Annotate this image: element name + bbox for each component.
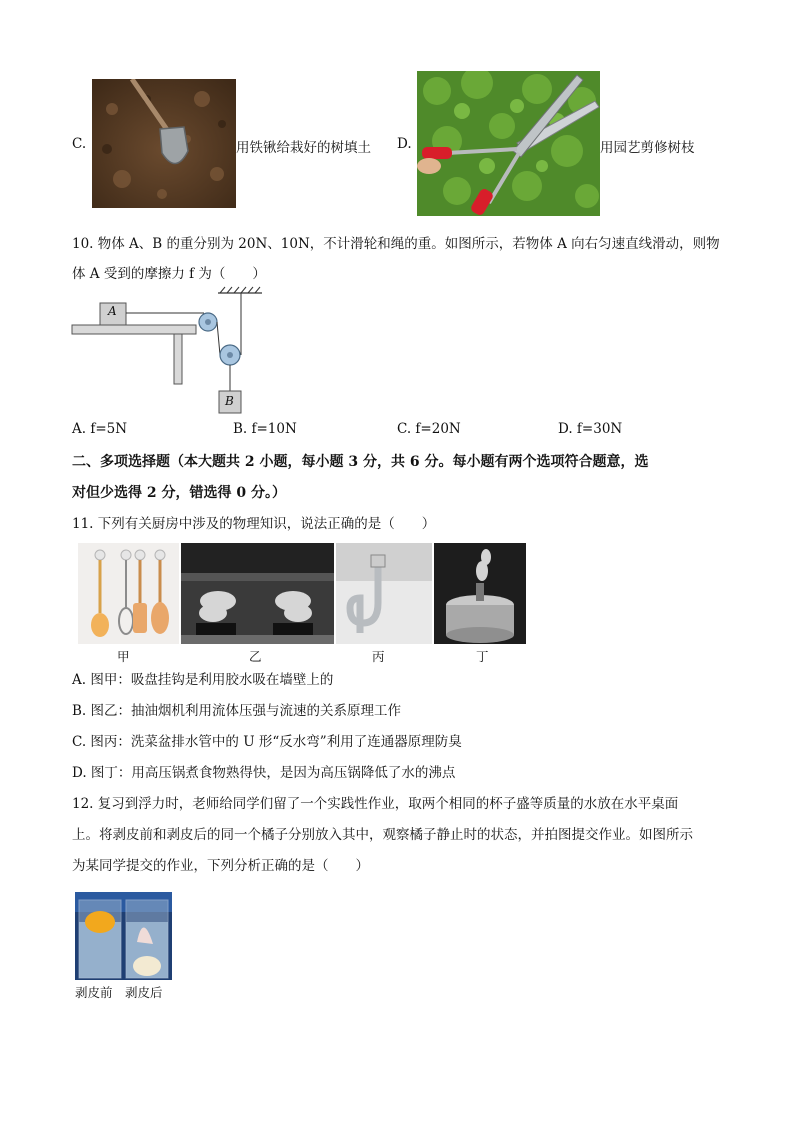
q10-stem-line1: 10. 物体 A、B 的重分别为 20N、10N，不计滑轮和绳的重。如图所示，若物体 A 向右匀速直线滑动，则物	[72, 236, 720, 252]
orange-floating-photo	[75, 892, 172, 980]
q10-option-a: A. f=5N	[72, 421, 128, 437]
section2-heading-line1: 二、多项选择题（本大题共 2 小题，每小题 3 分，共 6 分。每小题有两个选项符合题意，选	[72, 454, 649, 470]
pulley-diagram	[70, 285, 270, 415]
q10-stem-line2: 体 A 受到的摩擦力 f 为（ ）	[72, 266, 266, 282]
q12-photo-caption: 剥皮前 剥皮后	[75, 985, 163, 1000]
q11-option-c: C. 图丙：洗菜盆排水管中的 U 形“反水弯”利用了连通器原理防臭	[72, 734, 462, 750]
q10-option-b: B. f=10N	[233, 421, 297, 437]
q12-stem-line3: 为某同学提交的作业，下列分析正确的是（ ）	[72, 858, 369, 874]
option-d-letter: D.	[397, 136, 412, 152]
caption-jia: 甲	[117, 649, 130, 664]
kitchen-photo-strip	[78, 543, 526, 644]
option-c-text: 用铁锹给栽好的树填土	[236, 140, 371, 156]
q12-stem-line1: 12. 复习到浮力时，老师给同学们留了一个实践性作业，取两个相同的杯子盛等质量的水放在水平桌面	[72, 796, 679, 812]
option-c-letter: C.	[72, 136, 87, 152]
caption-bing: 丙	[372, 649, 385, 664]
q11-stem: 11. 下列有关厨房中涉及的物理知识，说法正确的是（ ）	[72, 516, 436, 532]
q11-option-b: B. 图乙：抽油烟机利用流体压强与流速的关系原理工作	[72, 703, 402, 719]
q11-option-a: A. 图甲：吸盘挂钩是利用胶水吸在墙壁上的	[72, 672, 334, 688]
q11-option-d: D. 图丁：用高压锅煮食物熟得快，是因为高压锅降低了水的沸点	[72, 765, 456, 781]
section2-heading-line2: 对但少选得 2 分，错选得 0 分。）	[72, 485, 286, 501]
pruning-shears-photo	[417, 71, 600, 216]
q10-option-c: C. f=20N	[397, 421, 461, 437]
block-a-label: A	[108, 304, 117, 318]
option-d-text: 用园艺剪修树枝	[600, 140, 695, 156]
block-b-label: B	[225, 394, 234, 408]
caption-yi: 乙	[249, 649, 262, 664]
q10-option-d: D. f=30N	[558, 421, 623, 437]
shovel-photo	[92, 79, 236, 208]
caption-ding: 丁	[476, 649, 489, 664]
q12-stem-line2: 上。将剥皮前和剥皮后的同一个橘子分别放入其中，观察橘子静止时的状态，并拍图提交作业。如图所示	[72, 827, 693, 843]
